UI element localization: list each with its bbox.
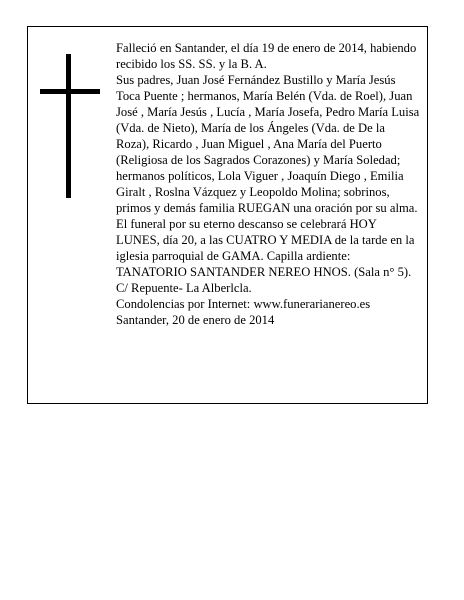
date-line: Santander, 20 de enero de 2014 (116, 313, 275, 327)
obituary-notice (27, 26, 428, 404)
announcement-text: Falleció en Santander, el día 19 de enero de 2014, habiendo recibido los SS. SS. y la B. A. (116, 41, 417, 71)
cross-icon (40, 54, 100, 198)
cross-vertical-bar (66, 54, 71, 198)
condolences-text: Condolencias por Internet: www.funerarianereo.es (116, 297, 371, 311)
family-text: Sus padres, Juan José Fernández Bustillo y María Jesús Toca Puente ; hermanos, María Belén (Vda. de Roel), Juan José , María Jesús , Lucía , María Josefa, Pedro María Luisa (Vda. de Nieto), María de los Ángeles (Vda. de De la Roza), Ricardo , Juan Miguel , Ana María del Puerto (Religiosa de los Sagrados Corazones) y María Soledad; hermanos políticos, Lola Viguer , Joaquín Diego , Emilia Giralt , Roslna Vázquez y Leopoldo Molina; sobrinos, primos y demás familia RUEGAN una oración por su alma. El funeral por su eterno descanso se celebrará HOY LUNES, día 20, a las CUATRO Y MEDIA de la tarde en la iglesia parroquial de GAMA. Capilla ardiente: TANATORIO SANTANDER NEREO HNOS. (Sala n° 5). C/ Repuente- La Alberlcla. (116, 73, 420, 295)
cross-horizontal-bar (40, 89, 100, 94)
notice-text (116, 40, 421, 328)
